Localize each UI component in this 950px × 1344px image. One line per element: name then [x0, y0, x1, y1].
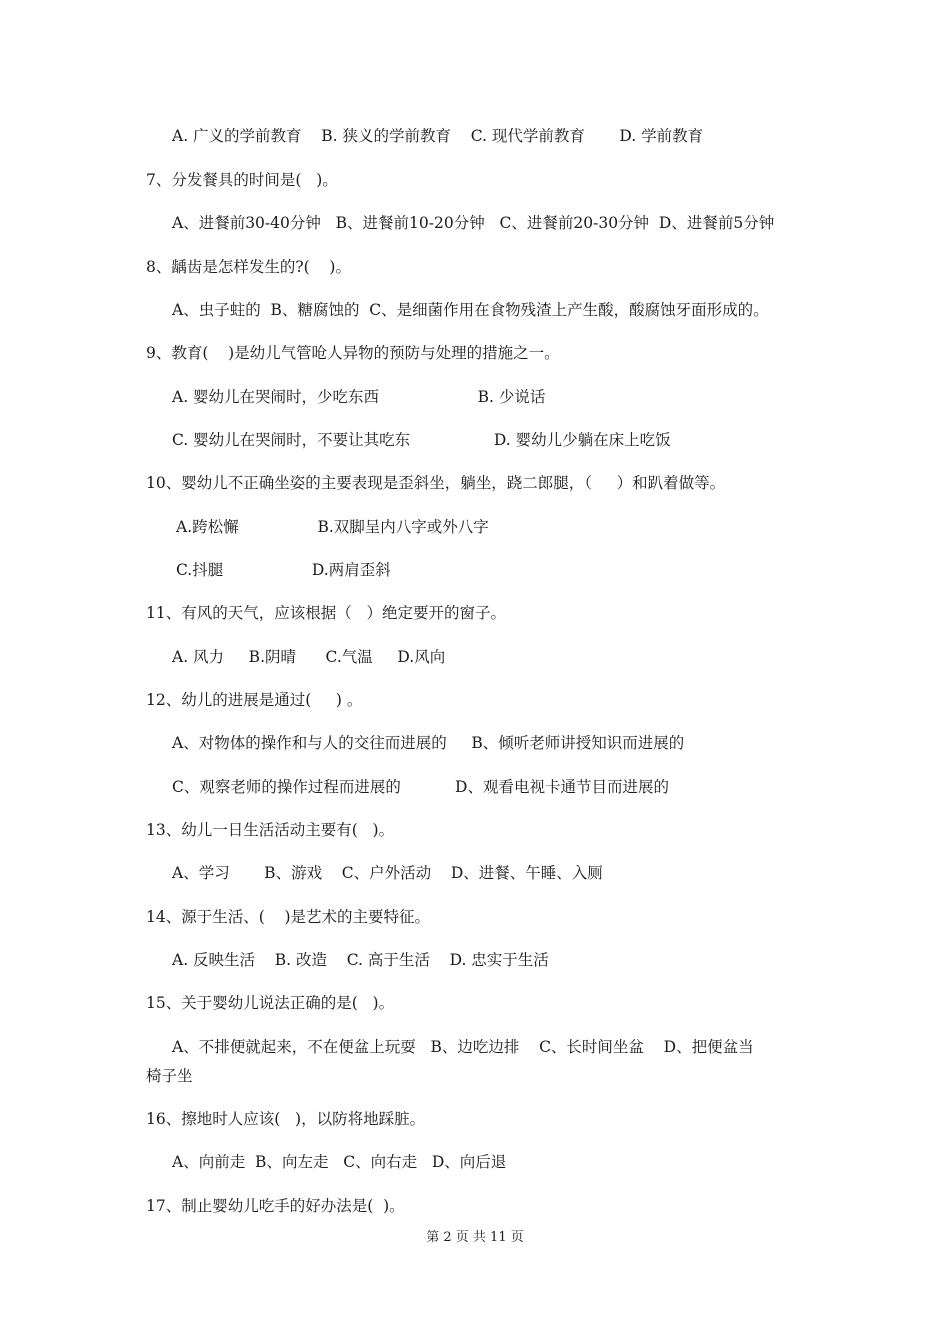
question-13: 13、幼儿一日生活活动主要有( )。	[146, 821, 395, 839]
option-line-q7: A、进餐前30-40分钟 B、进餐前10-20分钟 C、进餐前20-30分钟 D、进餐前5分钟	[172, 214, 775, 232]
option-line-q8: A、虫子蛀的 B、糖腐蚀的 C、是细菌作用在食物残渣上产生酸，酸腐蚀牙面形成的。	[172, 301, 769, 319]
option-line-q15: A、不排便就起来，不在便盆上玩耍 B、边吃边排 C、长时间坐盆 D、把便盆当	[172, 1038, 754, 1056]
question-17: 17、制止婴幼儿吃手的好办法是( )。	[146, 1197, 405, 1215]
question-14: 14、源于生活、( )是艺术的主要特征。	[146, 908, 431, 926]
question-10: 10、婴幼儿不正确坐姿的主要表现是歪斜坐，躺坐，跷二郎腿，（ ）和趴着做等。	[146, 474, 726, 492]
question-8: 8、龋齿是怎样发生的?( )。	[146, 258, 351, 276]
option-line-q12-b: C、观察老师的操作过程而进展的 D、观看电视卡通节目而进展的	[172, 778, 669, 796]
question-9: 9、教育( )是幼儿气管呛人异物的预防与处理的措施之一。	[146, 344, 560, 362]
option-line-q9-a: A. 婴幼儿在哭闹时，少吃东西 B. 少说话	[172, 388, 546, 406]
question-11: 11、有风的天气，应该根据（ ）绝定要开的窗子。	[146, 604, 507, 622]
option-line-q12-a: A、对物体的操作和与人的交往而进展的 B、倾听老师讲授知识而进展的	[172, 734, 685, 752]
question-16: 16、擦地时人应该( )，以防将地踩脏。	[146, 1110, 426, 1128]
option-line-q10-b: C.抖腿 D.两肩歪斜	[176, 561, 391, 579]
option-line-q16: A、向前走 B、向左走 C、向右走 D、向后退	[172, 1153, 507, 1171]
page-footer: 第 2 页 共 11 页	[426, 1230, 524, 1245]
question-15: 15、关于婴幼儿说法正确的是( )。	[146, 994, 395, 1012]
question-7: 7、分发餐具的时间是( )。	[146, 171, 338, 189]
option-line-q14: A. 反映生活 B. 改造 C. 高于生活 D. 忠实于生活	[172, 951, 549, 969]
option-line-q10-a: A.跨松懈 B.双脚呈内八字或外八字	[176, 518, 489, 536]
option-line-q15-cont: 椅子坐	[146, 1067, 193, 1085]
question-12: 12、幼儿的进展是通过( ) 。	[146, 691, 363, 709]
option-line-q6: A. 广义的学前教育 B. 狭义的学前教育 C. 现代学前教育 D. 学前教育	[172, 127, 704, 145]
option-line-q11: A. 风力 B.阴晴 C.气温 D.风向	[172, 648, 446, 666]
option-line-q9-b: C. 婴幼儿在哭闹时，不要让其吃东 D. 婴幼儿少躺在床上吃饭	[172, 431, 671, 449]
option-line-q13: A、学习 B、游戏 C、户外活动 D、进餐、午睡、入厕	[172, 864, 603, 882]
